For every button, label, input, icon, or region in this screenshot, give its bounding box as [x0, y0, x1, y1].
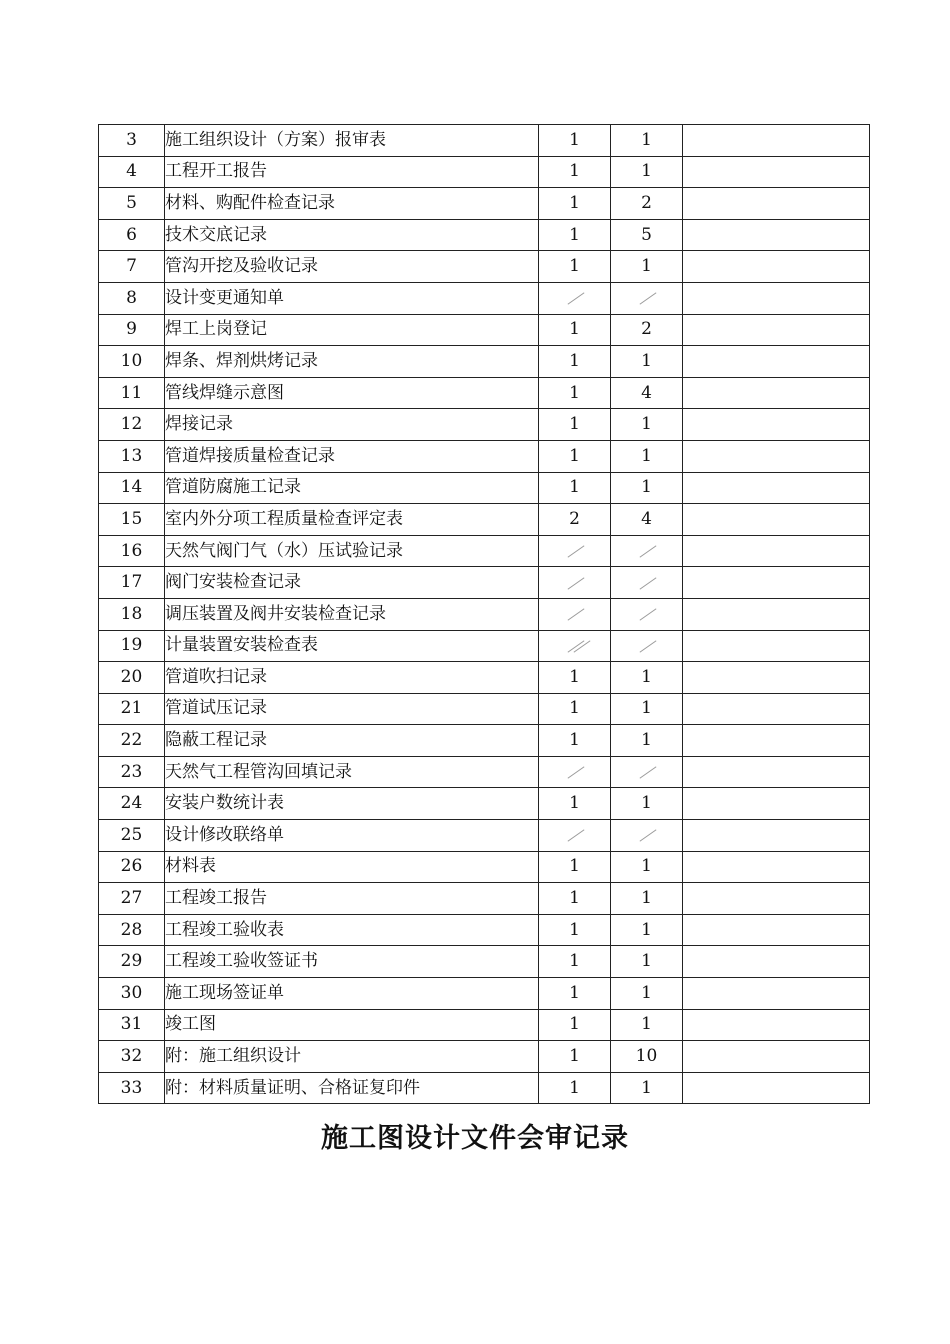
copies-a-cell: 1 — [539, 725, 611, 757]
table-row — [99, 409, 870, 441]
table-row — [99, 251, 870, 283]
remarks-cell — [683, 630, 870, 662]
not-applicable-mark — [564, 576, 586, 590]
remarks-cell — [683, 219, 870, 251]
remarks-cell — [683, 598, 870, 630]
table-row — [99, 946, 870, 978]
table-row — [99, 851, 870, 883]
document-name-cell: 焊接记录 — [165, 409, 539, 441]
row-number-cell: 28 — [99, 914, 165, 946]
row-number-cell: 19 — [99, 630, 165, 662]
document-name-cell: 室内外分项工程质量检查评定表 — [165, 504, 539, 536]
table-row — [99, 156, 870, 188]
document-name-cell: 调压装置及阀井安装检查记录 — [165, 598, 539, 630]
table-row — [99, 346, 870, 378]
row-number-cell: 30 — [99, 978, 165, 1010]
copies-b-cell: 1 — [611, 725, 683, 757]
table-row — [99, 1072, 870, 1104]
table-row — [99, 125, 870, 157]
not-applicable-mark — [564, 765, 586, 779]
not-applicable-mark — [564, 291, 586, 305]
copies-b-cell: 1 — [611, 851, 683, 883]
row-number-cell: 29 — [99, 946, 165, 978]
document-name-cell: 管道试压记录 — [165, 693, 539, 725]
table-row — [99, 504, 870, 536]
copies-b-cell: 4 — [611, 504, 683, 536]
document-name-cell: 设计修改联络单 — [165, 820, 539, 852]
copies-b-cell — [611, 756, 683, 788]
row-number-cell: 5 — [99, 188, 165, 220]
table-row — [99, 693, 870, 725]
table-row — [99, 535, 870, 567]
remarks-cell — [683, 914, 870, 946]
copies-a-cell: 1 — [539, 662, 611, 694]
copies-b-cell: 1 — [611, 156, 683, 188]
copies-a-cell — [539, 282, 611, 314]
table-row — [99, 978, 870, 1010]
table-row — [99, 788, 870, 820]
copies-b-cell: 1 — [611, 946, 683, 978]
copies-b-cell: 2 — [611, 314, 683, 346]
row-number-cell: 15 — [99, 504, 165, 536]
table-row — [99, 282, 870, 314]
copies-b-cell: 1 — [611, 693, 683, 725]
row-number-cell: 14 — [99, 472, 165, 504]
copies-a-cell: 1 — [539, 409, 611, 441]
document-name-cell: 工程竣工验收签证书 — [165, 946, 539, 978]
remarks-cell — [683, 567, 870, 599]
table-row — [99, 472, 870, 504]
table-row — [99, 914, 870, 946]
table-row — [99, 598, 870, 630]
row-number-cell: 33 — [99, 1072, 165, 1104]
remarks-cell — [683, 883, 870, 915]
remarks-cell — [683, 788, 870, 820]
copies-a-cell: 1 — [539, 851, 611, 883]
copies-b-cell: 1 — [611, 662, 683, 694]
row-number-cell: 22 — [99, 725, 165, 757]
section-title: 施工图设计文件会审记录 — [321, 1123, 629, 1154]
document-name-cell: 管道吹扫记录 — [165, 662, 539, 694]
copies-a-cell: 1 — [539, 693, 611, 725]
remarks-cell — [683, 1041, 870, 1073]
remarks-cell — [683, 156, 870, 188]
not-applicable-mark — [636, 765, 658, 779]
row-number-cell: 12 — [99, 409, 165, 441]
document-list-table — [98, 124, 870, 1104]
row-number-cell: 26 — [99, 851, 165, 883]
copies-b-cell — [611, 567, 683, 599]
remarks-cell — [683, 472, 870, 504]
copies-a-cell — [539, 756, 611, 788]
row-number-cell: 20 — [99, 662, 165, 694]
remarks-cell — [683, 662, 870, 694]
row-number-cell: 18 — [99, 598, 165, 630]
copies-a-cell: 1 — [539, 251, 611, 283]
row-number-cell: 25 — [99, 820, 165, 852]
row-number-cell: 13 — [99, 440, 165, 472]
copies-a-cell: 1 — [539, 125, 611, 157]
document-name-cell: 天然气阀门气（水）压试验记录 — [165, 535, 539, 567]
remarks-cell — [683, 504, 870, 536]
table-row — [99, 314, 870, 346]
document-name-cell: 附：材料质量证明、合格证复印件 — [165, 1072, 539, 1104]
copies-a-cell: 1 — [539, 883, 611, 915]
document-name-cell: 工程竣工验收表 — [165, 914, 539, 946]
copies-a-cell: 1 — [539, 377, 611, 409]
remarks-cell — [683, 820, 870, 852]
document-name-cell: 施工现场签证单 — [165, 978, 539, 1010]
table-row — [99, 630, 870, 662]
row-number-cell: 3 — [99, 125, 165, 157]
copies-b-cell: 1 — [611, 1072, 683, 1104]
copies-b-cell: 1 — [611, 125, 683, 157]
copies-b-cell: 5 — [611, 219, 683, 251]
copies-a-cell — [539, 630, 611, 662]
remarks-cell — [683, 1009, 870, 1041]
not-applicable-mark — [564, 828, 586, 842]
copies-a-cell: 1 — [539, 156, 611, 188]
not-applicable-mark — [636, 291, 658, 305]
remarks-cell — [683, 725, 870, 757]
table-row — [99, 1009, 870, 1041]
document-name-cell: 工程开工报告 — [165, 156, 539, 188]
remarks-cell — [683, 282, 870, 314]
remarks-cell — [683, 693, 870, 725]
copies-a-cell: 1 — [539, 472, 611, 504]
copies-b-cell: 1 — [611, 1009, 683, 1041]
remarks-cell — [683, 377, 870, 409]
document-name-cell: 技术交底记录 — [165, 219, 539, 251]
not-applicable-mark — [636, 828, 658, 842]
table-row — [99, 219, 870, 251]
document-name-cell: 材料、购配件检查记录 — [165, 188, 539, 220]
row-number-cell: 31 — [99, 1009, 165, 1041]
table-row — [99, 440, 870, 472]
document-name-cell: 焊工上岗登记 — [165, 314, 539, 346]
remarks-cell — [683, 314, 870, 346]
document-name-cell: 计量装置安装检查表 — [165, 630, 539, 662]
remarks-cell — [683, 978, 870, 1010]
copies-b-cell: 4 — [611, 377, 683, 409]
document-name-cell: 附：施工组织设计 — [165, 1041, 539, 1073]
not-applicable-mark — [636, 576, 658, 590]
row-number-cell: 17 — [99, 567, 165, 599]
copies-a-cell — [539, 535, 611, 567]
row-number-cell: 16 — [99, 535, 165, 567]
copies-a-cell: 1 — [539, 188, 611, 220]
copies-a-cell: 1 — [539, 788, 611, 820]
copies-a-cell: 1 — [539, 440, 611, 472]
table-row — [99, 756, 870, 788]
remarks-cell — [683, 251, 870, 283]
copies-b-cell: 2 — [611, 188, 683, 220]
copies-b-cell: 10 — [611, 1041, 683, 1073]
table-row — [99, 567, 870, 599]
copies-a-cell — [539, 598, 611, 630]
copies-b-cell: 1 — [611, 788, 683, 820]
document-name-cell: 管线焊缝示意图 — [165, 377, 539, 409]
row-number-cell: 24 — [99, 788, 165, 820]
document-name-cell: 施工组织设计（方案）报审表 — [165, 125, 539, 157]
not-applicable-mark — [636, 639, 658, 653]
row-number-cell: 8 — [99, 282, 165, 314]
copies-b-cell — [611, 598, 683, 630]
not-applicable-mark — [564, 544, 586, 558]
copies-a-cell: 1 — [539, 1072, 611, 1104]
document-name-cell: 焊条、焊剂烘烤记录 — [165, 346, 539, 378]
copies-b-cell: 1 — [611, 346, 683, 378]
copies-b-cell: 1 — [611, 914, 683, 946]
copies-b-cell: 1 — [611, 472, 683, 504]
copies-a-cell: 1 — [539, 914, 611, 946]
document-name-cell: 阀门安装检查记录 — [165, 567, 539, 599]
table-row — [99, 820, 870, 852]
document-name-cell: 工程竣工报告 — [165, 883, 539, 915]
document-name-cell: 竣工图 — [165, 1009, 539, 1041]
document-name-cell: 安装户数统计表 — [165, 788, 539, 820]
not-applicable-mark — [564, 607, 586, 621]
table-row — [99, 662, 870, 694]
copies-b-cell: 1 — [611, 440, 683, 472]
row-number-cell: 4 — [99, 156, 165, 188]
copies-a-cell: 1 — [539, 1041, 611, 1073]
not-applicable-mark — [636, 544, 658, 558]
remarks-cell — [683, 125, 870, 157]
copies-a-cell: 1 — [539, 346, 611, 378]
copies-b-cell: 1 — [611, 883, 683, 915]
table-row — [99, 725, 870, 757]
copies-a-cell: 2 — [539, 504, 611, 536]
table-body — [99, 125, 870, 1104]
copies-a-cell — [539, 567, 611, 599]
remarks-cell — [683, 409, 870, 441]
row-number-cell: 23 — [99, 756, 165, 788]
not-applicable-mark — [564, 639, 586, 653]
document-name-cell: 管沟开挖及验收记录 — [165, 251, 539, 283]
copies-b-cell: 1 — [611, 409, 683, 441]
document-name-cell: 天然气工程管沟回填记录 — [165, 756, 539, 788]
copies-a-cell: 1 — [539, 219, 611, 251]
row-number-cell: 21 — [99, 693, 165, 725]
row-number-cell: 11 — [99, 377, 165, 409]
remarks-cell — [683, 535, 870, 567]
copies-b-cell: 1 — [611, 978, 683, 1010]
remarks-cell — [683, 346, 870, 378]
not-applicable-mark — [636, 607, 658, 621]
copies-a-cell: 1 — [539, 314, 611, 346]
copies-b-cell — [611, 820, 683, 852]
remarks-cell — [683, 440, 870, 472]
row-number-cell: 9 — [99, 314, 165, 346]
copies-b-cell: 1 — [611, 251, 683, 283]
document-name-cell: 设计变更通知单 — [165, 282, 539, 314]
table-row — [99, 883, 870, 915]
remarks-cell — [683, 1072, 870, 1104]
copies-a-cell — [539, 820, 611, 852]
remarks-cell — [683, 756, 870, 788]
row-number-cell: 7 — [99, 251, 165, 283]
document-name-cell: 材料表 — [165, 851, 539, 883]
row-number-cell: 6 — [99, 219, 165, 251]
document-name-cell: 管道焊接质量检查记录 — [165, 440, 539, 472]
remarks-cell — [683, 188, 870, 220]
copies-b-cell — [611, 535, 683, 567]
table-row — [99, 1041, 870, 1073]
row-number-cell: 32 — [99, 1041, 165, 1073]
row-number-cell: 27 — [99, 883, 165, 915]
copies-a-cell: 1 — [539, 978, 611, 1010]
remarks-cell — [683, 946, 870, 978]
copies-b-cell — [611, 282, 683, 314]
remarks-cell — [683, 851, 870, 883]
row-number-cell: 10 — [99, 346, 165, 378]
document-name-cell: 管道防腐施工记录 — [165, 472, 539, 504]
copies-a-cell: 1 — [539, 946, 611, 978]
table-row — [99, 188, 870, 220]
document-name-cell: 隐蔽工程记录 — [165, 725, 539, 757]
copies-a-cell: 1 — [539, 1009, 611, 1041]
table-row — [99, 377, 870, 409]
copies-b-cell — [611, 630, 683, 662]
